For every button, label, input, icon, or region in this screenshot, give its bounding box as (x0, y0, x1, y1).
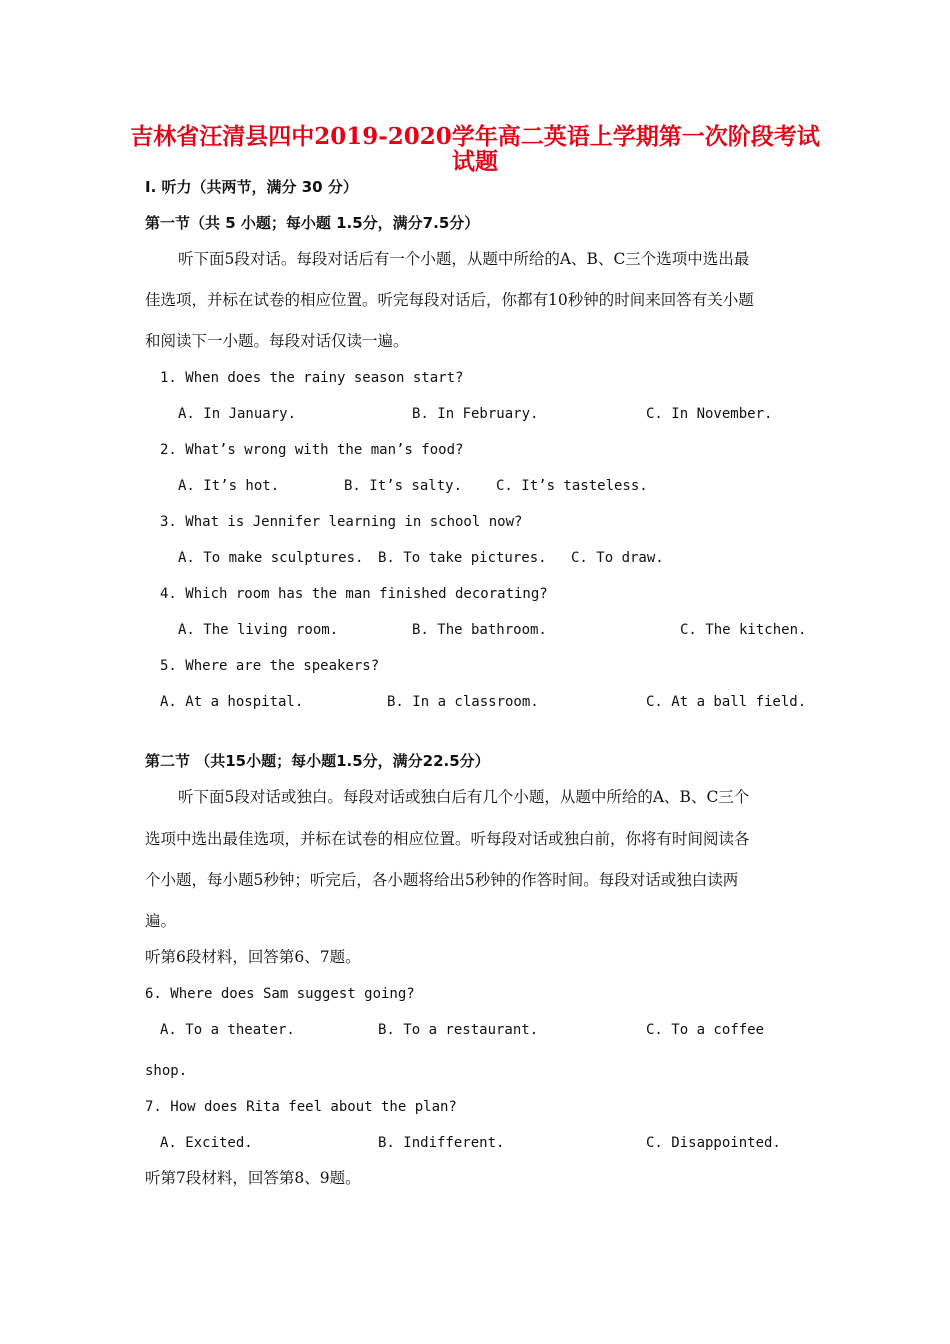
material-note: 听第6段材料，回答第6、7题。 (145, 948, 361, 966)
option-c: C. The kitchen. (680, 622, 807, 638)
option-c: C. It’s tasteless. (496, 478, 648, 494)
option-c: C. To a coffee (646, 1022, 765, 1038)
option-b: B. To take pictures. (378, 550, 547, 566)
option-c: C. To draw. (571, 550, 664, 566)
option-c: C. Disappointed. (646, 1135, 781, 1151)
question-stem: 1. When does the rainy season start? (160, 370, 464, 386)
instruction-line: 和阅读下一小题。每段对话仅读一遍。 (145, 332, 409, 350)
option-b: B. The bathroom. (412, 622, 547, 638)
instruction-line: 佳选项，并标在试卷的相应位置。听完每段对话后，你都有10秒钟的时间来回答有关小题 (145, 291, 754, 309)
part-heading: 第一节（共 5 小题；每小题 1.5分，满分7.5分） (145, 214, 480, 232)
option-a: A. The living room. (178, 622, 339, 638)
instruction-line: 个小题，每小题5秒钟；听完后，各小题将给出5秒钟的作答时间。每段对话或独白读两 (145, 871, 739, 889)
part-heading: 第二节 （共15小题；每小题1.5分，满分22.5分） (145, 752, 490, 770)
option-b: B. It’s salty. (344, 478, 463, 494)
option-a: A. It’s hot. (178, 478, 280, 494)
option-a: A. At a hospital. (160, 694, 304, 710)
option-a: A. In January. (178, 406, 297, 422)
instruction-line: 遍。 (145, 912, 177, 930)
question-stem: 7. How does Rita feel about the plan? (145, 1099, 457, 1115)
option-c: C. At a ball field. (646, 694, 807, 710)
document-title-continued: 试题 (452, 148, 498, 175)
question-stem: 3. What is Jennifer learning in school now? (160, 514, 523, 530)
option-b: B. In a classroom. (387, 694, 539, 710)
question-stem: 4. Which room has the man finished decorating? (160, 586, 548, 602)
instruction-line: 选项中选出最佳选项，并标在试卷的相应位置。听每段对话或独白前，你将有时间阅读各 (145, 830, 750, 848)
instruction-line: 听下面5段对话。每段对话后有一个小题，从题中所给的A、B、C三个选项中选出最 (178, 250, 750, 268)
instruction-line: 听下面5段对话或独白。每段对话或独白后有几个小题，从题中所给的A、B、C三个 (178, 788, 750, 806)
material-note: 听第7段材料，回答第8、9题。 (145, 1169, 361, 1187)
option-a: A. To a theater. (160, 1022, 295, 1038)
question-stem: 2. What’s wrong with the man’s food? (160, 442, 464, 458)
option-b: B. Indifferent. (378, 1135, 505, 1151)
question-stem: 6. Where does Sam suggest going? (145, 986, 415, 1002)
option-b: B. In February. (412, 406, 539, 422)
option-a: A. Excited. (160, 1135, 253, 1151)
question-stem: 5. Where are the speakers? (160, 658, 380, 674)
option-a: A. To make sculptures. (178, 550, 364, 566)
option-c: C. In November. (646, 406, 773, 422)
option-c-continued: shop. (145, 1063, 188, 1079)
section-heading: I. 听力（共两节，满分 30 分） (145, 178, 358, 196)
document-title: 吉林省汪清县四中2019-2020学年高二英语上学期第一次阶段考试 (130, 123, 820, 150)
option-b: B. To a restaurant. (378, 1022, 539, 1038)
